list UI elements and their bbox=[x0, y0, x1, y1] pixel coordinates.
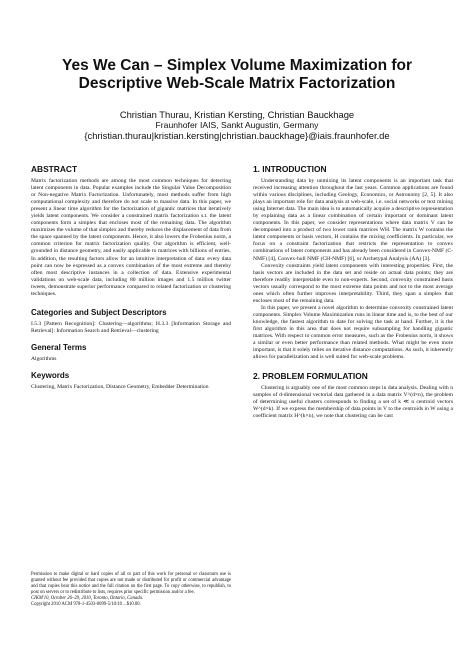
copyright-line: Copyright 2010 ACM 978-1-4503-0099-5/10/10 ...$10.00. bbox=[31, 601, 141, 607]
copyright-block bbox=[31, 572, 231, 607]
paper-title bbox=[20, 57, 454, 93]
author-names: Christian Thurau, Kristian Kersting, Christian Bauckhage bbox=[119, 109, 355, 120]
title-line-1: Yes We Can – Simplex Volume Maximization for bbox=[62, 57, 412, 74]
general-terms-text: Algorithms bbox=[31, 355, 57, 362]
categories-heading: Categories and Subject Descriptors bbox=[31, 307, 167, 317]
categories-text: I.5.3 [Pattern Recognition]: Clustering—algorithms; H.3.3 [Information Storage and Retrieval]: Information Search and Retrieval—clustering bbox=[31, 320, 231, 334]
conference-info: CIKM'10, October 26–29, 2010, Toronto, Ontario, Canada. bbox=[31, 595, 144, 601]
introduction-paragraph-3: In this paper, we present a novel algorithm to determine convexity constrained latent components. Simplex Volume Maximization runs in linear time and is, to the best of our knowledge, the fastest algorithm to date for solving the task at hand. Further, it is the first algorithm in this area that does not require subsampling for handling gigantic matrices. With respect to common error measures, such as the Frobenius norm, it shows a similar or even better performance than related methods. What might be even more important, is that it solely relies on iterative distance computations. As such, it inherently allows for parallelization and is well suited for web-scale problems. bbox=[253, 304, 453, 361]
keywords-text: Clustering, Matrix Factorization, Distance Geometry, Embedder Determination bbox=[31, 383, 209, 390]
right-column bbox=[253, 164, 453, 420]
author-emails: {christian.thurau|kristian.kersting|christian.bauckhage}@iais.fraunhofer.de bbox=[84, 130, 390, 142]
author-block bbox=[20, 109, 454, 141]
introduction-paragraph-1: Understanding data by unmixing its latent components is an important task that received increasing attention throughout the last years. Common applications are found within various disciplines, including Geology, Economics, or Astronomy [2, 5]. It also plays an important role for data analysis at web-scale, i.e. social networks or text mining using Internet data. The main idea is to automatically acquire a descriptive representation by explaining data as a linear combination of certain important or dominant latent components. In this paper, we consider representations where data matrix V can be decomposed into a product of two lower rank matrices WH. The matrix W contains the latent components or basis vectors, H contains the mixing coefficients. In particular, we focus on a constraint factorization that restricts the representation to convex combinations of latent components and has already been considered in Convex-NMF (C-NMF) [4], Convex-hull NMF (CH-NMF) [6], or Archetypal Analysis (AA) [3]. bbox=[253, 178, 453, 262]
left-column bbox=[31, 164, 231, 391]
problem-formulation-paragraph-1: Clustering is arguably one of the most common steps in data analysis. Dealing with n samples of d-dimensional vectorial data gathered in a data matrix V^(d×n), the problem of determining useful clusters corresponds to finding a set of k ≪ n centroid vectors W^(d×k). If we express the membership of data points in V to the centroids in W using a coefficient matrix H^(k×n), we note that clustering can be cast bbox=[253, 385, 453, 420]
problem-formulation-heading: 2. PROBLEM FORMULATION bbox=[253, 371, 368, 382]
introduction-heading: 1. INTRODUCTION bbox=[253, 164, 327, 174]
abstract-heading: ABSTRACT bbox=[31, 164, 78, 174]
general-terms-heading: General Terms bbox=[31, 342, 87, 352]
keywords-heading: Keywords bbox=[31, 370, 70, 380]
abstract-text: Matrix factorization methods are among the most common techniques for detecting latent components in data. Popular examples include the Singular Value Decomposition or Non-negative Matrix Factorization. Unfortunately, most methods suffer from high computational complexity and therefore do not scale to massive data. In this paper, we present a linear time algorithm for the factorization of gigantic matrices that iteratively yields latent components. We consider a constrained matrix factorization s.t. the latent components form a simplex that encloses most of the remaining data. The algorithm maximizes the volume of that simplex and thereby reduces the displacement of data from the space spanned by the latent components. Hence, it also lowers the Frobenius norm, a common criterion for matrix factorization quality. Our algorithm is efficient, well-grounded in distance geometry, and easily applicable to matrices with billions of entries. In addition, the resulting factors allow for an intuitive interpretation of data: every data point can now be expressed as a convex combination of the most extreme and thereby often most descriptive instances in a collection of data. Extensive experimental validations on web-scale data, including 80 million images and 1.5 million twitter tweets, demonstrate superior performance compared to related factorization or clustering techniques. bbox=[31, 178, 231, 297]
introduction-paragraph-2: Convexity constraints yield latent components with interesting properties: First, the basis vectors are included in the data set and reside on actual data points; they are therefore readily interpretable even to non-experts. Second, convexity constrained basis vectors usually correspond to the most extreme data points and not to the most average ones which often further improves interpretability. Third, they span a simplex that encloses most of the remaining data. bbox=[253, 262, 453, 304]
affiliation: Fraunhofer IAIS, Sankt Augustin, Germany bbox=[155, 120, 319, 130]
title-line-2: Descriptive Web-Scale Matrix Factorization bbox=[78, 75, 396, 92]
permission-notice: Permission to make digital or hard copies of all or part of this work for personal or classroom use is granted without fee provided that copies are not made or distributed for profit or commercial advantage and that copies bear this notice and the full citation on the first page. To copy otherwise, to republish, to post on servers or to redistribute to lists, requires prior specific permission and/or a fee. bbox=[31, 572, 231, 595]
